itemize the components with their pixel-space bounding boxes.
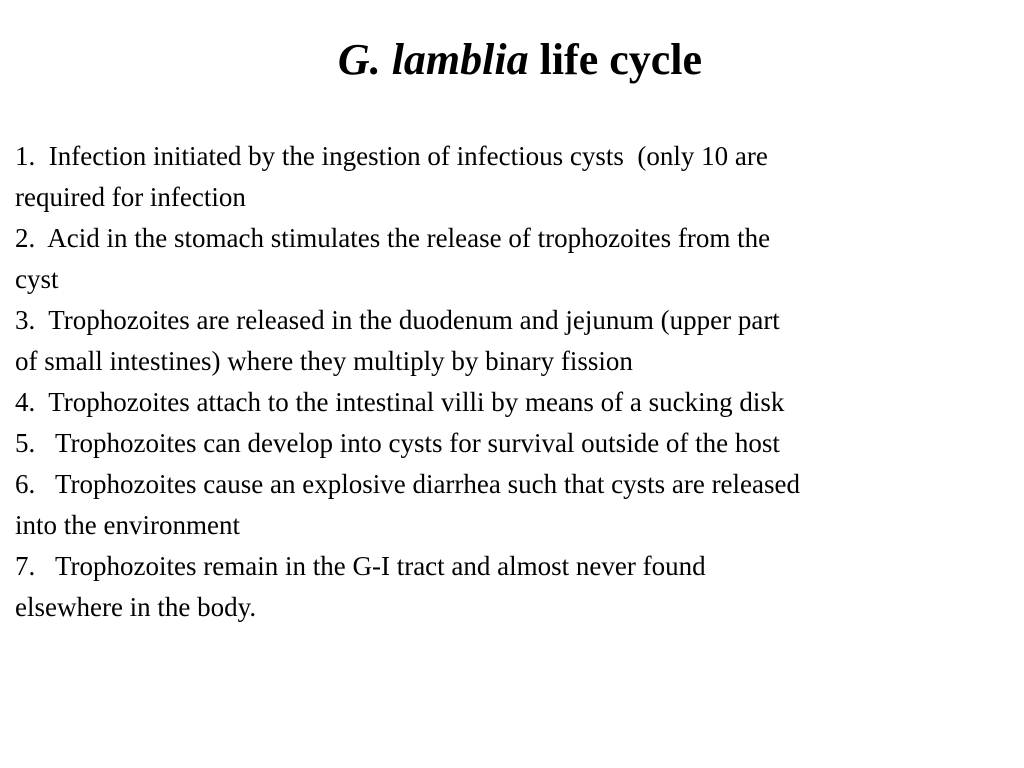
step-1-line-2: required for infection: [15, 182, 246, 212]
step-1-line-1: 1. Infection initiated by the ingestion of infectious cysts (only 10 are: [15, 141, 768, 171]
step-3-line-1: 3. Trophozoites are released in the duodenum and jejunum (upper part: [15, 305, 780, 335]
step-2: [15, 218, 1015, 300]
step-1: [15, 136, 1015, 218]
title-species-name: G. lamblia: [337, 35, 529, 84]
title-rest: life cycle: [539, 35, 703, 84]
step-7: [15, 546, 1015, 628]
step-6: [15, 464, 1015, 546]
step-3: [15, 300, 1015, 382]
step-6-line-2: into the environment: [15, 510, 240, 540]
step-7-line-2: elsewhere in the body.: [15, 592, 257, 622]
step-5: [15, 423, 1015, 464]
step-6-line-1: 6. Trophozoites cause an explosive diarrhea such that cysts are released: [15, 469, 801, 499]
life-cycle-steps: [15, 136, 1015, 628]
step-2-line-1: 2. Acid in the stomach stimulates the release of trophozoites from the: [15, 223, 771, 253]
step-7-line-1: 7. Trophozoites remain in the G-I tract and almost never found: [15, 551, 706, 581]
step-2-line-2: cyst: [15, 264, 59, 294]
step-4: [15, 382, 1015, 423]
step-3-line-2: of small intestines) where they multiply by binary fission: [15, 346, 633, 376]
step-4-line-1: 4. Trophozoites attach to the intestinal villi by means of a sucking disk: [15, 387, 785, 417]
slide-title: [0, 30, 1024, 90]
step-5-line-1: 5. Trophozoites can develop into cysts for survival outside of the host: [15, 428, 780, 458]
